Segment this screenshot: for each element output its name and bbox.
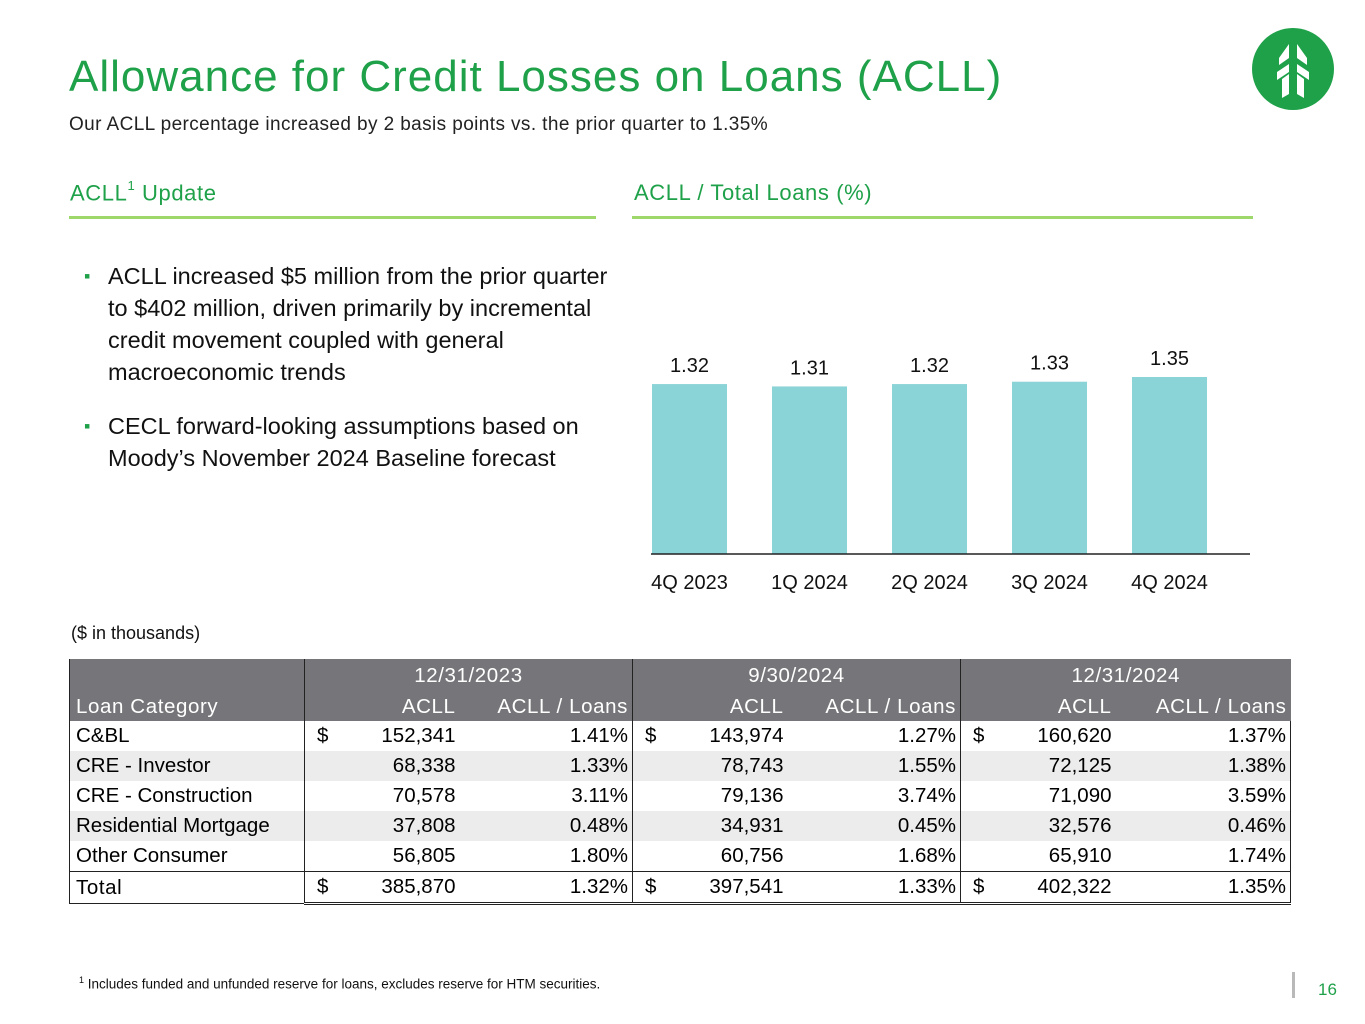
acll-ratio-cell: 1.33% [460, 751, 633, 781]
bullet-marker-icon: ▪ [84, 416, 91, 436]
acll-ratio-cell: 1.80% [460, 841, 633, 872]
acll-update-heading-text: ACLL [70, 180, 128, 206]
table-row [70, 751, 1291, 781]
units-note: ($ in thousands) [71, 623, 201, 643]
dollar-sign-cell: $ [633, 872, 663, 904]
col-header-spacer [961, 692, 991, 721]
acll-ratio-cell: 1.74% [1116, 841, 1291, 872]
bar-data-label: 1.33 [1030, 352, 1069, 375]
acll-ratio-cell: 3.74% [788, 781, 961, 811]
acll-ratio-cell: 1.32% [460, 872, 633, 904]
footnote [79, 975, 600, 992]
acll-ratio-cell: 0.46% [1116, 811, 1291, 841]
acll-value-cell: 152,341 [381, 724, 456, 747]
dollar-sign-cell [961, 781, 991, 811]
acll-ratio-cell: 1.33% [788, 872, 961, 904]
acll-value-cell: 56,805 [392, 844, 456, 867]
acll-ratio-cell: 0.48% [460, 811, 633, 841]
dollar-sign-cell: $ [973, 724, 985, 747]
acll-value-cell: 37,808 [335, 811, 460, 841]
acll-value-cell: 385,870 [335, 872, 460, 904]
bullet-item [84, 260, 614, 388]
acll-value-cell: 143,974 [709, 724, 784, 747]
loan-category-cell: C&BL [70, 721, 305, 751]
x-tick-label: 1Q 2024 [771, 572, 848, 594]
col-header-ratio: ACLL / Loans [788, 692, 961, 721]
dollar-sign-cell: $ [305, 872, 335, 904]
acll-value-cell: 72,125 [991, 751, 1116, 781]
bar-data-label: 1.35 [1150, 348, 1189, 370]
x-tick-label: 3Q 2024 [1011, 572, 1088, 594]
col-header-spacer [633, 692, 663, 721]
acll-update-heading-suffix: Update [135, 180, 217, 206]
chart-bar [1012, 382, 1087, 554]
dollar-sign-cell [633, 811, 663, 841]
header-blank-cell [70, 659, 305, 692]
acll-value-cell: 68,338 [335, 751, 460, 781]
chart-heading-rule [632, 216, 1253, 219]
table-row [70, 841, 1291, 872]
dollar-sign-cell [305, 751, 335, 781]
footnote-text: Includes funded and unfunded reserve for loans, excludes reserve for HTM securities. [84, 976, 601, 992]
loan-category-cell: CRE - Construction [70, 781, 305, 811]
loan-category-cell: Other Consumer [70, 841, 305, 872]
period-header: 12/31/2024 [961, 659, 1291, 692]
chart-bar [652, 384, 727, 554]
acll-value-cell: 78,743 [663, 751, 788, 781]
acll-update-heading [70, 180, 217, 206]
footnote-ref: 1 [127, 178, 136, 193]
acll-ratio-cell: 0.45% [788, 811, 961, 841]
acll-value-cell: 71,090 [1048, 784, 1112, 807]
acll-bar-chart [630, 230, 1260, 610]
col-header-loan-category: Loan Category [70, 692, 305, 721]
acll-ratio-cell: 1.41% [460, 721, 633, 751]
dollar-sign-cell: $ [317, 724, 329, 747]
acll-ratio-cell: 3.59% [1116, 781, 1291, 811]
acll-ratio-cell: 1.27% [788, 721, 961, 751]
acll-update-rule [69, 216, 596, 219]
chart-bar [1132, 377, 1207, 554]
acll-value-cell: 402,322 [991, 872, 1116, 904]
page-number: 16 [1318, 980, 1337, 999]
acll-value-cell: 32,576 [991, 811, 1116, 841]
tree-logo-icon [1252, 28, 1334, 110]
footnote-marker: 1 [79, 975, 85, 985]
dollar-sign-cell [961, 841, 991, 872]
acll-ratio-cell: 1.68% [788, 841, 961, 872]
dollar-sign-cell: $ [961, 872, 991, 904]
bar-data-label: 1.32 [910, 355, 949, 378]
dollar-sign-cell [633, 751, 663, 781]
acll-value-cell: 60,756 [720, 844, 784, 867]
table-row [70, 811, 1291, 841]
bullet-list [84, 260, 614, 496]
dollar-sign-cell [633, 841, 663, 872]
acll-ratio-cell: 1.55% [788, 751, 961, 781]
bar-data-label: 1.32 [670, 355, 709, 378]
chart-heading: ACLL / Total Loans (%) [634, 180, 873, 205]
loan-category-cell: Residential Mortgage [70, 811, 305, 841]
bullet-item [84, 410, 614, 474]
acll-ratio-cell: 3.11% [460, 781, 633, 811]
dollar-sign-cell [305, 781, 335, 811]
dollar-sign-cell [305, 841, 335, 872]
dollar-sign-cell [633, 781, 663, 811]
acll-value-cell: 70,578 [392, 784, 456, 807]
period-header: 12/31/2023 [305, 659, 633, 692]
period-header: 9/30/2024 [633, 659, 961, 692]
col-header-acll: ACLL [335, 692, 460, 721]
dollar-sign-cell [961, 811, 991, 841]
col-header-ratio: ACLL / Loans [1116, 692, 1291, 721]
acll-ratio-cell: 1.35% [1116, 872, 1291, 904]
table-row [70, 721, 1291, 751]
dollar-sign-cell [961, 751, 991, 781]
acll-value-cell: 397,541 [663, 872, 788, 904]
col-header-acll: ACLL [663, 692, 788, 721]
acll-ratio-cell: 1.37% [1116, 721, 1291, 751]
dollar-sign-cell [305, 811, 335, 841]
col-header-acll: ACLL [991, 692, 1116, 721]
acll-value-cell: 65,910 [1048, 844, 1112, 867]
page-number-divider [1292, 972, 1295, 998]
col-header-spacer [305, 692, 335, 721]
x-tick-label: 4Q 2024 [1131, 572, 1208, 594]
bar-data-label: 1.31 [790, 357, 829, 380]
chart-bar [772, 386, 847, 554]
bullet-text: ACLL increased $5 million from the prior quarter to $402 million, driven primarily by incremental credit movement coupled with general macroeconomic trends [108, 263, 608, 385]
loan-category-cell: CRE - Investor [70, 751, 305, 781]
acll-table [69, 659, 1291, 905]
chart-bar [892, 384, 967, 554]
col-header-ratio: ACLL / Loans [460, 692, 633, 721]
dollar-sign-cell: $ [645, 724, 657, 747]
page-subtitle: Our ACLL percentage increased by 2 basis points vs. the prior quarter to 1.35% [69, 114, 769, 135]
acll-value-cell: 79,136 [720, 784, 784, 807]
bullet-marker-icon: ▪ [84, 266, 91, 286]
x-tick-label: 2Q 2024 [891, 572, 968, 594]
table-row [70, 872, 1291, 904]
page-title: Allowance for Credit Losses on Loans (ACLL) [69, 52, 1003, 101]
acll-ratio-cell: 1.38% [1116, 751, 1291, 781]
x-tick-label: 4Q 2023 [651, 572, 728, 594]
table-row [70, 781, 1291, 811]
bullet-text: CECL forward-looking assumptions based on Moody’s November 2024 Baseline forecast [108, 413, 579, 471]
acll-value-cell: 34,931 [663, 811, 788, 841]
acll-value-cell: 160,620 [1037, 724, 1112, 747]
loan-category-cell: Total [70, 872, 305, 904]
